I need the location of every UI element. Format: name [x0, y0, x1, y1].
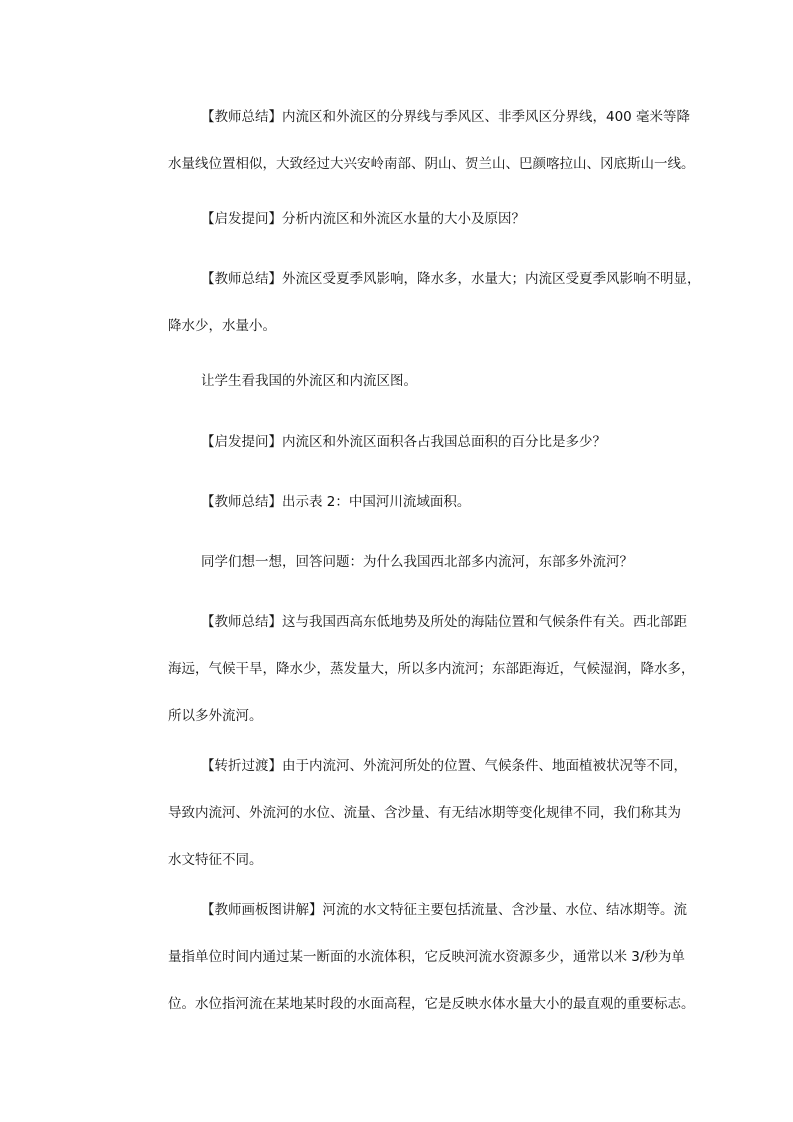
- paragraph-teacher-summary-boundary: [168, 94, 695, 188]
- text-line: 量指单位时间内通过某一断面的水流体积，它反映河流水资源多少，通常以米 3/秒为单: [168, 949, 685, 965]
- text-line: 所以多外流河。: [168, 708, 263, 724]
- text-line: 水量线位置相似，大致经过大兴安岭南部、阴山、贺兰山、巴颜喀拉山、冈底斯山一线。: [168, 156, 695, 172]
- paragraph-question-area-share: [168, 419, 680, 466]
- paragraph-board-explanation: [168, 887, 695, 1028]
- text-line: 位。水位指河流在某地某时段的水面高程，它是反映水体水量大小的最直观的重要标志。: [168, 996, 695, 1012]
- text-line: 【教师总结】出示表 2：中国河川流域面积。: [201, 494, 471, 510]
- text-line: 让学生看我国的外流区和内流区图。: [201, 373, 417, 389]
- text-line: 【教师总结】外流区受夏季风影响，降水多，水量大；内流区受夏季风影响不明显，: [201, 271, 701, 287]
- paragraph-question-water-volume: [168, 196, 680, 243]
- paragraph-view-map: [168, 358, 680, 405]
- text-line: 导致内流河、外流河的水位、流量、含沙量、有无结冰期等变化规律不同，我们称其为: [168, 805, 681, 821]
- text-line: 【启发提问】分析内流区和外流区水量的大小及原因？: [201, 211, 525, 227]
- paragraph-teacher-summary-terrain: [168, 599, 695, 740]
- text-line: 【教师总结】内流区和外流区的分界线与季风区、非季风区分界线，400 毫米等降: [201, 109, 691, 125]
- text-line: 【启发提问】内流区和外流区面积各占我国总面积的百分比是多少？: [201, 434, 606, 450]
- paragraph-teacher-summary-water-volume: [168, 256, 701, 350]
- text-line: 海远，气候干旱，降水少，蒸发量大，所以多内流河；东部距海近，气候湿润，降水多，: [168, 661, 695, 677]
- text-line: 水文特征不同。: [168, 852, 263, 868]
- text-line: 同学们想一想，回答问题：为什么我国西北部多内流河，东部多外流河？: [201, 554, 633, 570]
- text-line: 【转折过渡】由于内流河、外流河所处的位置、气候条件、地面植被状况等不同，: [201, 758, 687, 774]
- text-line: 降水少，水量小。: [168, 318, 276, 334]
- paragraph-transition: [168, 743, 687, 884]
- text-line: 【教师总结】这与我国西高东低地势及所处的海陆位置和气候条件有关。西北部距: [201, 614, 687, 630]
- paragraph-teacher-summary-table: [168, 479, 680, 526]
- text-line: 【教师画板图讲解】河流的水文特征主要包括流量、含沙量、水位、结冰期等。流: [201, 902, 687, 918]
- paragraph-student-question: [168, 539, 680, 586]
